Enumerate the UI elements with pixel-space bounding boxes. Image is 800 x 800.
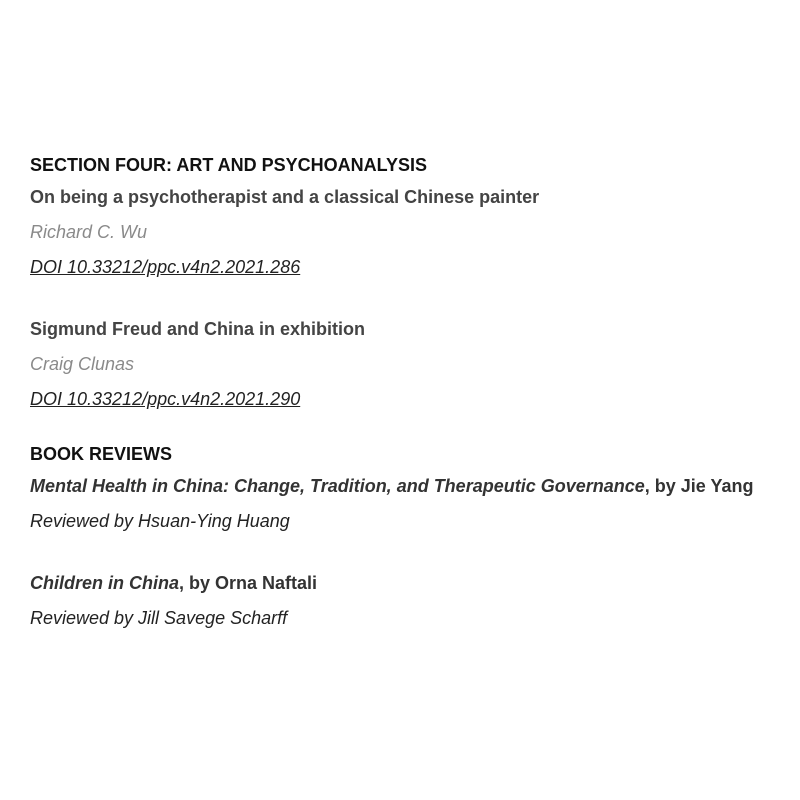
section-heading-art-psychoanalysis: SECTION FOUR: ART AND PSYCHOANALYSIS	[30, 155, 428, 175]
section-heading-book-reviews: BOOK REVIEWS	[30, 444, 173, 464]
article-author: Craig Clunas	[30, 354, 135, 374]
book-author: , by Jie Yang	[644, 476, 754, 496]
book-author: , by Orna Naftali	[179, 573, 318, 593]
review-title[interactable]	[30, 568, 790, 603]
review-title[interactable]	[30, 471, 790, 506]
table-of-contents	[30, 150, 790, 633]
article-doi-link[interactable]: DOI 10.33212/ppc.v4n2.2021.290	[30, 389, 301, 409]
book-title: Mental Health in China: Change, Tradition, and Therapeutic Governance	[30, 476, 645, 496]
reviewer-name: Reviewed by Hsuan-Ying Huang	[30, 511, 290, 531]
article-author: Richard C. Wu	[30, 222, 148, 242]
book-title: Children in China	[30, 573, 180, 593]
article-entry	[30, 314, 790, 414]
article-title[interactable]: Sigmund Freud and China in exhibition	[30, 319, 365, 339]
article-title[interactable]: On being a psychotherapist and a classical Chinese painter	[30, 187, 540, 207]
review-entry	[30, 568, 790, 633]
reviewer-name: Reviewed by Jill Savege Scharff	[30, 608, 288, 628]
article-doi-link[interactable]: DOI 10.33212/ppc.v4n2.2021.286	[30, 257, 301, 277]
article-entry	[30, 182, 790, 282]
review-entry	[30, 471, 790, 536]
